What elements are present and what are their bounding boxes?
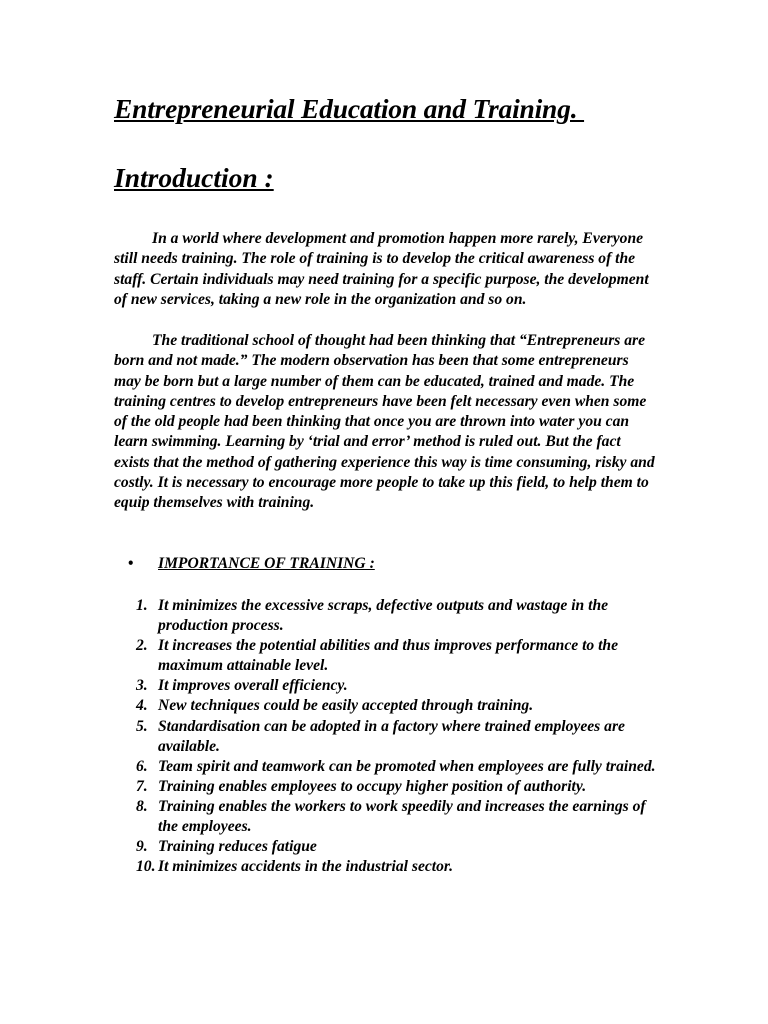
list-item-text: Training enables employees to occupy higher position of authority. (158, 777, 587, 795)
list-item-text: Training reduces fatigue (158, 838, 317, 856)
list-item (114, 596, 659, 636)
list-item-number: 2. (136, 637, 148, 655)
intro-paragraph-2 (114, 331, 659, 514)
list-item-text: Team spirit and teamwork can be promoted when employees are fully trained. (158, 757, 656, 775)
list-item-number: 9. (136, 838, 148, 856)
list-item-number: 3. (136, 677, 148, 695)
list-item (114, 777, 659, 797)
list-item (114, 797, 659, 837)
list-item-number: 4. (136, 697, 148, 715)
list-item-number: 5. (136, 717, 148, 735)
list-item (114, 857, 659, 877)
list-item-text: Standardisation can be adopted in a factory where trained employees are available. (158, 717, 625, 755)
intro-paragraph-1-text: In a world where development and promotion happen more rarely, Everyone still needs training. The role of training is to develop the critical awareness of the staff. Certain individuals may need training for a specific purpose, the development of new services, taking a new role in the organization and so on. (114, 230, 649, 308)
list-item-text: It minimizes accidents in the industrial sector. (158, 858, 454, 876)
list-item-text: It improves overall efficiency. (158, 677, 348, 695)
document-title: Entrepreneurial Education and Training. (114, 93, 585, 124)
intro-paragraph-1 (114, 229, 659, 310)
intro-paragraph-2-text: The traditional school of thought had been thinking that “Entrepreneurs are born and not made.” The modern observation has been that some entrepreneurs may be born but a large number of them can be educated, trained and made. The training centres to develop entrepreneurs have been felt necessary even when some of the old people had been thinking that once you are thrown into water you can learn swimming. Learning by ‘trial and error’ method is ruled out. But the fact exists that the method of gathering experience this way is time consuming, risky and costly. It is necessary to encourage more people to take up this field, to help them to equip themselves with training. (114, 332, 655, 512)
list-item-text: It minimizes the excessive scraps, defective outputs and wastage in the production process. (158, 597, 609, 635)
list-item-number: 8. (136, 797, 148, 815)
importance-list (114, 596, 659, 877)
list-item-number: 1. (136, 597, 148, 614)
list-item-number: 7. (136, 777, 148, 795)
list-item-text: Training enables the workers to work speedily and increases the earnings of the employees. (158, 797, 646, 836)
list-item (114, 696, 659, 716)
list-item (114, 837, 659, 857)
list-item (114, 717, 659, 757)
list-item-number: 6. (136, 757, 148, 775)
importance-heading-label: IMPORTANCE OF TRAINING : (158, 555, 375, 572)
list-item-text: It increases the potential abilities and thus improves performance to the maximum attainable level. (158, 637, 619, 675)
importance-section-heading (128, 554, 375, 574)
list-item (114, 757, 659, 777)
list-item-number: 10. (136, 858, 156, 876)
list-item (114, 676, 659, 696)
bullet-icon: • (128, 555, 134, 572)
introduction-heading: Introduction : (114, 162, 274, 193)
list-item-text: New techniques could be easily accepted through training. (158, 697, 534, 715)
list-item (114, 636, 659, 676)
